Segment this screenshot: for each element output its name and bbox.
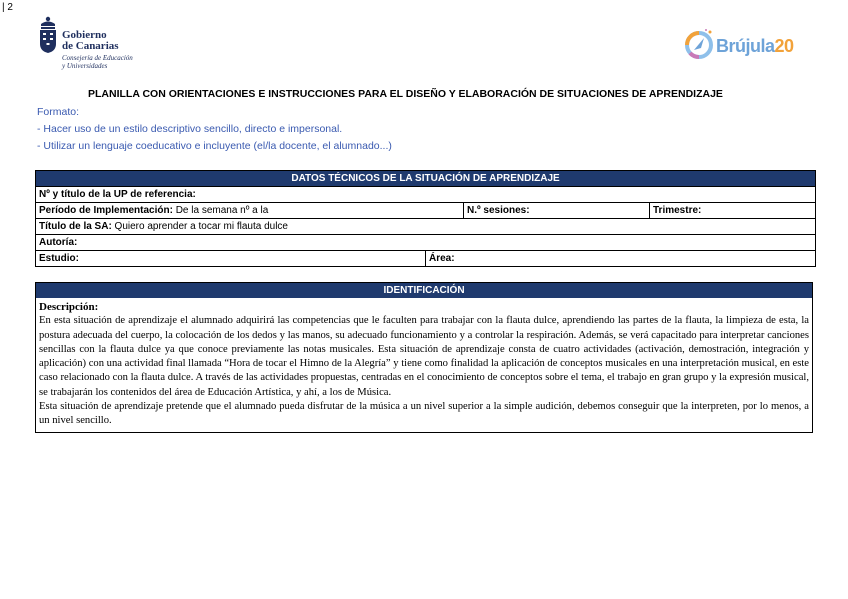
compass-swirl-icon xyxy=(682,28,716,62)
identificacion-header: IDENTIFICACIÓN xyxy=(36,283,812,298)
sesiones-field: N.º sesiones: xyxy=(464,203,650,219)
brujula20-logo xyxy=(682,24,822,68)
descripcion-paragraph: En esta situación de aprendizaje el alumnado adquirirá las competencias que le faculten para trabajar con la flauta dulce, aprendiendo las partes de la flauta, la limpieza de esta, la postura adecuada del cuerpo, la colocación de los dedos y las manos, su adecuado funcionamiento y a controlar la respiración. Además, se verá capacitado para interpretar canciones sencillas con la flauta dulce ya que conoce previamente las notas musicales. Esta situación de aprendizaje consta de cuatro actividades (activación, demostración, integración y aplicación) con una actividad final llamada “Hora de tocar el Himno de la Alegría” y tiene como finalidad la aplicación de conceptos musicales en una interpretación musical, en este caso relacionado con la flauta dulce. A través de las actividades propuestas, centradas en el conocimiento de conceptos sobre el tema, el trabajo en gran grupo y la expresión musical, se trabajarán los contenidos del área de Educación Artística, y ahí, a los de Música. xyxy=(39,315,809,398)
periodo-implementacion-field xyxy=(36,203,464,219)
datos-tecnicos-header: DATOS TÉCNICOS DE LA SITUACIÓN DE APRENDIZAJE xyxy=(36,171,816,187)
format-label: Formato: xyxy=(37,106,80,118)
gobierno-de-canarias-logo xyxy=(37,15,167,71)
area-field: Área: xyxy=(426,251,816,267)
logo-text-gobierno: Gobierno xyxy=(62,29,107,41)
titulo-sa-value: Quiero aprender a tocar mi flauta dulce xyxy=(111,221,288,232)
autoria-field: Autoría: xyxy=(36,235,816,251)
brujula-word: Brújula xyxy=(716,36,775,56)
titulo-sa-field xyxy=(36,219,816,235)
page-title: PLANILLA CON ORIENTACIONES E INSTRUCCIONES PARA EL DISEÑO Y ELABORACIÓN DE SITUACIONES DE APRENDIZAJE xyxy=(88,88,723,100)
logo-text-consejeria: Consejería de Educación xyxy=(62,54,133,62)
titulo-sa-label: Título de la SA: xyxy=(39,221,112,232)
coat-of-arms-icon xyxy=(37,15,59,55)
format-item: - Utilizar un lenguaje coeducativo e incluyente (el/la docente, el alumnado...) xyxy=(37,140,392,152)
logo-text-universidades: y Universidades xyxy=(62,62,108,70)
identificacion-section xyxy=(35,282,813,433)
descripcion-label: Descripción: xyxy=(39,301,99,313)
trimestre-field: Trimestre: xyxy=(650,203,816,219)
datos-tecnicos-table xyxy=(35,170,816,267)
format-item: - Hacer uso de un estilo descriptivo sencillo, directo e impersonal. xyxy=(37,123,343,135)
format-instructions xyxy=(37,104,392,155)
descripcion-body xyxy=(36,298,812,432)
periodo-label: Período de Implementación: xyxy=(39,205,173,216)
brujula-number: 20 xyxy=(774,36,794,56)
brujula-wordmark xyxy=(716,36,794,57)
descripcion-paragraph: Esta situación de aprendizaje pretende que el alumnado pueda disfrutar de la música a un nivel superior a la simple audición, debemos conseguir que la interpreten, por lo menos, a un nivel sencillo. xyxy=(39,401,809,427)
up-referencia-field: Nº y título de la UP de referencia: xyxy=(36,187,816,203)
periodo-value: De la semana nº a la xyxy=(172,205,269,216)
logo-text-canarias: de Canarias xyxy=(62,40,119,52)
estudio-field: Estudio: xyxy=(36,251,426,267)
page-number: | 2 xyxy=(2,2,13,13)
